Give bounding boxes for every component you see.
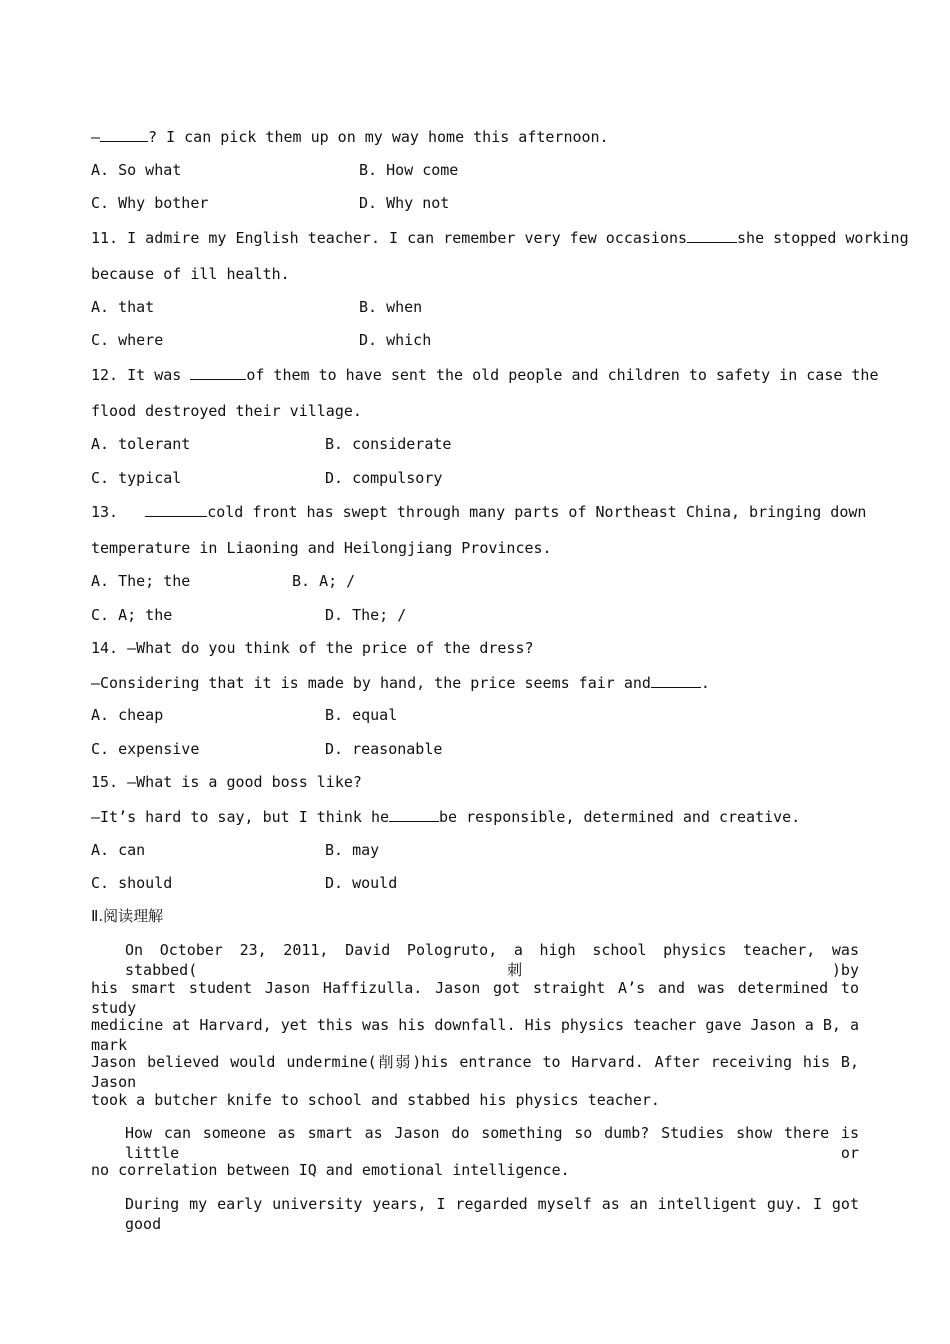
answer-blank [389,806,439,822]
answer-blank [100,126,148,142]
q10-option-a: A. So what [91,161,182,179]
q12-stem-line1: 12. It was of them to have sent the old people and children to safety in case the [91,366,879,384]
section-heading-reading: Ⅱ.阅读理解 [91,907,164,925]
q12-option-d: D. compulsory [325,469,443,487]
q15-option-c: C. should [91,874,173,892]
q15-option-d: D. would [325,874,398,892]
q14-option-c: C. expensive [91,740,200,758]
q15-stem-line1: 15. —What is a good boss like? [91,773,362,791]
q14-stem-line2: —Considering that it is made by hand, the price seems fair and . [91,674,710,692]
q13-option-b: B. A; / [292,572,356,590]
q12-stem-line2: flood destroyed their village. [91,402,362,420]
q14-option-a: A. cheap [91,706,164,724]
q13-option-d: D. The; / [325,606,407,624]
q13-stem-line1: 13. cold front has swept through many parts of Northeast China, bringing down [91,503,867,521]
q10-option-b: B. How come [359,161,459,179]
q14-option-b: B. equal [325,706,398,724]
passage-p2-line1: How can someone as smart as Jason do something so dumb? Studies show there is little or [125,1124,859,1162]
passage-p1-line5: took a butcher knife to school and stabbed his physics teacher. [91,1091,660,1109]
q14-option-d: D. reasonable [325,740,443,758]
passage-p1-line3: medicine at Harvard, yet this was his downfall. His physics teacher gave Jason a B, a mark [91,1016,859,1054]
q14-stem-line1: 14. —What do you think of the price of the dress? [91,639,534,657]
q15-option-a: A. can [91,841,146,859]
passage-p1-line1: On October 23, 2011, David Pologruto, a high school physics teacher, was stabbed(刺)by [125,941,859,979]
q12-option-b: B. considerate [325,435,452,453]
q11-option-a: A. that [91,298,155,316]
q12-option-c: C. typical [91,469,182,487]
q13-option-a: A. The; the [91,572,191,590]
q15-stem-line2: —It’s hard to say, but I think he be responsible, determined and creative. [91,808,801,826]
passage-p1-line4: Jason believed would undermine(削弱)his entrance to Harvard. After receiving his B, Jason [91,1053,859,1091]
answer-blank [190,364,246,380]
q13-option-c: C. A; the [91,606,173,624]
q11-stem-line1: 11. I admire my English teacher. I can remember very few occasions she stopped working [91,229,909,247]
passage-p3-line1: During my early university years, I regarded myself as an intelligent guy. I got good [125,1195,859,1233]
passage-p1-line2: his smart student Jason Haffizulla. Jason got straight A’s and was determined to study [91,979,859,1017]
q11-stem-line2: because of ill health. [91,265,290,283]
answer-blank [145,501,207,517]
q11-option-d: D. which [359,331,432,349]
answer-blank [687,227,737,243]
answer-blank [651,672,701,688]
q15-option-b: B. may [325,841,380,859]
q11-option-c: C. where [91,331,164,349]
passage-p2-line2: no correlation between IQ and emotional intelligence. [91,1161,570,1179]
q10-option-c: C. Why bother [91,194,209,212]
q13-stem-line2: temperature in Liaoning and Heilongjiang Provinces. [91,539,552,557]
q11-option-b: B. when [359,298,423,316]
q10-option-d: D. Why not [359,194,450,212]
q10-stem: — ? I can pick them up on my way home this afternoon. [91,128,609,146]
q12-option-a: A. tolerant [91,435,191,453]
